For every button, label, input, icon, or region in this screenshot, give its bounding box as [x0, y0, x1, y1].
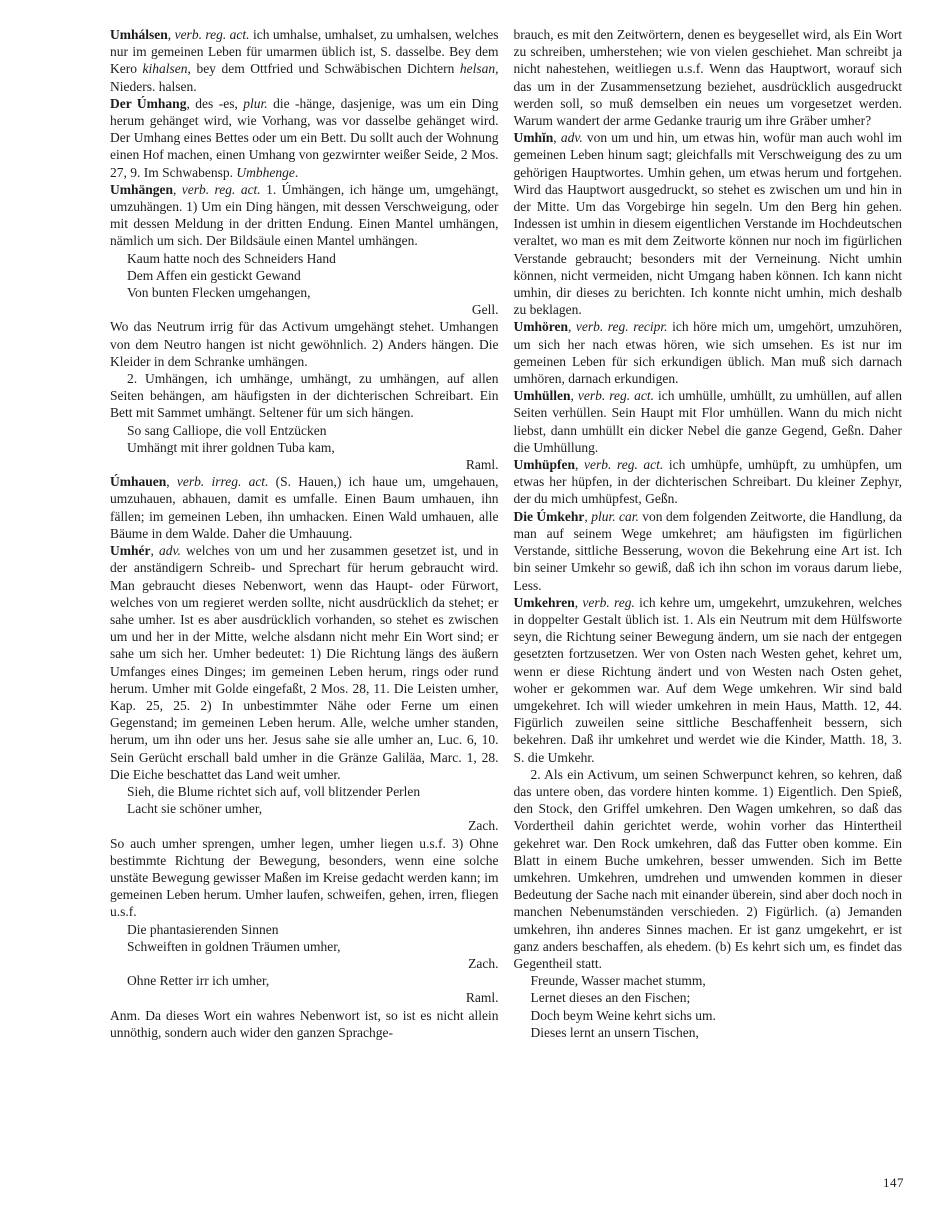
verse-block: [127, 783, 499, 817]
headword: Die Úmkehr: [513, 508, 585, 524]
dictionary-entry: [514, 387, 903, 456]
grammar-label: verb. reg. recipr.: [575, 319, 668, 335]
dictionary-entry: [514, 508, 903, 594]
text-run: ,: [568, 319, 576, 335]
text-run: ,: [173, 181, 182, 197]
verse-line: Doch beym Weine kehrt sichs um.: [530, 1007, 716, 1023]
grammar-label: plur.: [243, 95, 268, 111]
text-run: 2. Umhängen, ich umhänge, umhängt, zu umhängen, auf allen Seiten behängen, am häufigsten in der dichterischen Schreibart. Ein Bett mit Sammet umhängt. Seltener für um sich hängen.: [110, 371, 499, 421]
text-run: ,: [553, 130, 561, 146]
text-run: ich umhalse, umhalset, zu umhalsen, welches nur im gemeinen Leben für umarmen üblich ist, S. dasselbe. Bey dem Kero: [110, 27, 499, 77]
grammar-label: helsan: [459, 61, 496, 77]
text-run: , des -es,: [186, 95, 244, 111]
headword: Umhĭn: [513, 130, 554, 146]
grammar-label: verb. reg. act.: [577, 388, 654, 404]
grammar-label: plur. car.: [591, 508, 639, 524]
grammar-label: kihalsen: [142, 61, 188, 77]
text-run: von dem folgenden Zeitworte, die Handlung, da man auf seinem Wege umkehret; am häufigsten im figürlichen Verstande, sittliche Besserung, wovon die Bekehrung eine Art ist. Ich bin seiner Umkehr so gewiß, daß ich ihn schon im voraus darum liebe, Less.: [513, 508, 902, 593]
verse-attribution: [110, 301, 499, 318]
text-run: welches von um und her zusammen gesetzet ist, und in der anständigern Schreib- und Sprechart für herum gebraucht wird. Man gebraucht dieses Nebenwort, wenn das Haupt- oder Fürwort, welches von um regieret werden sollte, nicht ausdrücklich da stehet; er sahe umher. Ist es aber ausdrücklich vorhanden, so stehet es zwischen um und her in der Mitte, welche alsdann nicht mehr Ein Wort sind; er sahe um sich her. Umher bedeutet: 1) Die Richtung längs des äußern Umfanges eines Dinges; im gemeinen Leben herum, rings oder rund herum. Umher mit Golde eingefaßt, 2 Mos. 28, 11. Die Leisten umher, Kap. 25, 25. 2) In unbestimmter Nähe oder Ferne um einen Gegenstand; im gemeinen Leben herum. Alle, welche umher standen, herum, um ihn oder uns her. Jesus sahe sie alle umher an, Luc. 6, 10. Sein Gerücht erschall bald umher in die Gränze Galiläa, Marc. 1, 28. Die Eiche beschattet das Land weit umher.: [110, 543, 499, 782]
verse-block: [127, 972, 499, 989]
text-run: ,: [570, 388, 578, 404]
headword: Úmhauen: [110, 474, 167, 490]
dictionary-entry: [110, 542, 499, 783]
dictionary-entry: [514, 129, 903, 318]
grammar-label: verb. reg.: [582, 594, 635, 610]
verse-block: [127, 250, 499, 302]
text-run: 1. Úmhängen, ich hänge um, umgehängt, umzuhängen. 1) Um ein Ding hängen, mit dessen Verschweigung, oder mit dessen Meldung in der dritten Endung. Einen Mantel umhängen, nämlich um sich. Der Bildsäule einen Mantel umhängen.: [110, 181, 499, 249]
text-run: ,: [575, 457, 584, 473]
paragraph: [514, 26, 903, 129]
headword: Umhüllen: [513, 388, 571, 404]
paragraph: [514, 766, 903, 972]
headword: Umhér: [110, 543, 151, 559]
verse-line: Lernet dieses an den Fischen;: [530, 990, 691, 1006]
text-run: ,: [574, 594, 583, 610]
text-run: , bey dem Ottfried und Schwäbischen Dichtern: [187, 61, 460, 77]
verse-line: Umhängt mit ihrer goldnen Tuba kam,: [127, 439, 335, 455]
verse-attribution: [110, 989, 499, 1006]
headword: Umhören: [513, 319, 569, 335]
text-run: Anm. Da dieses Wort ein wahres Nebenwort ist, so ist es nicht allein unnöthig, sondern auch wider den ganzen Sprachge-: [110, 1007, 499, 1040]
dictionary-entry: [514, 594, 903, 766]
page-number: 147: [883, 1174, 904, 1190]
text-run: ich höre mich um, umgehört, umzuhören, um sich her nach etwas hören, wie sich umsehen. Es ist nur im gemeinen Leben für sich erkundigen üblich. Man muß sich darnach umhören, darnach erkundigen.: [513, 319, 902, 387]
headword: Der Úmhang: [110, 95, 187, 111]
verse-line: Lacht sie schöner umher,: [127, 801, 263, 817]
verse-line: Dem Affen ein gestickt Gewand: [127, 267, 301, 283]
text-column: [514, 26, 903, 1041]
text-run: Raml.: [465, 457, 499, 473]
verse-line: Dieses lernt an unsern Tischen,: [530, 1024, 699, 1040]
verse-line: Sieh, die Blume richtet sich auf, voll blitzender Perlen: [127, 783, 421, 799]
text-run: 2. Als ein Activum, um seinen Schwerpunct kehren, so kehren, daß das untere oben, das vordere hinten komme. 1) Eigentlich. Den Spieß, den Stock, den Griffel umkehren. Den Wagen umkehren, so daß das Vordertheil dahin gerichtet werde, wohin vorher das Hintertheil gekehret war. Den Rock umkehren, daß das Futter oben komme. Ein Blatt in einem Buche umkehren, besser umwenden. Sich im Bette umkehren. Umkehren, umdrehen und umwenden kommen in dieser Bedeutung der Sache nach mit einander überein, sind aber doch noch in manchen Nebenumständen verschieden. 2) Figürlich. (a) Jemanden umkehren, ihn anderes Sinnes machen. Er ist ganz umgekehrt, er ist ganz anders beschaffen, als ehedem. (b) Es kehrt sich um, es findet das Gegentheil statt.: [513, 766, 902, 971]
dictionary-entry: [110, 181, 499, 250]
grammar-label: Umbhenge: [236, 164, 295, 180]
verse-line: Kaum hatte noch des Schneiders Hand: [127, 250, 336, 266]
grammar-label: adv.: [560, 130, 583, 146]
text-run: Gell.: [471, 302, 499, 318]
text-run: Zach.: [468, 818, 499, 834]
verse-line: Die phantasierenden Sinnen: [127, 921, 279, 937]
verse-block: [531, 972, 903, 1041]
text-run: (S. Hauen,) ich haue um, umgehauen, umzuhauen, abhauen, damit es umfalle. Einen Baum umhauen, ihn fällen; im gemeinen Leben, ihn umhacken. Einen Wald umhauen, alle Bäume in dem Walde. Daher die Umhauung.: [110, 474, 499, 541]
text-run: brauch, es mit den Zeitwörtern, denen es beygesellet wird, als Ein Wort zu schreiben, umherstehen; wie von vielen geschiehet. Man schreibt ja nicht nahestehen, weitliegen u.s.f. Wenn das Hauptwort, worauf sich das um in der Zusammensetzung beziehet, ausdrücklich ausgedruckt werden soll, so muß demselben ein neues um vorgesetzet werden. Warum wandert der arme Gedanke traurig um ihre Gräber umher?: [513, 27, 902, 129]
text-run: ,: [584, 508, 592, 524]
grammar-label: verb. reg. act.: [584, 457, 664, 473]
verse-line: Freunde, Wasser machet stumm,: [530, 973, 706, 989]
paragraph: [110, 835, 499, 921]
grammar-label: verb. irreg. act.: [176, 474, 269, 490]
headword: Umhálsen: [110, 27, 168, 42]
verse-attribution: [110, 955, 499, 972]
text-columns: [110, 26, 902, 1041]
text-column: [110, 26, 499, 1041]
text-run: ich kehre um, umgekehrt, umzukehren, welches in doppelter Gestalt üblich ist. 1. Als ein Neutrum mit dem Hülfsworte seyn, die Richtung seiner Bewegung ändern, um sie nach der entgegen gesetzten fortzusetzen. Wer von Osten nach Westen gehet, kehret um, wenn er diese Richtung ändert und von Westen nach Osten gehet, woher er gekommen war. Auf dem Wege umkehren. Wir sind bald umgekehret. Ich will wieder umkehren in mein Haus, Matth. 12, 44. Figürlich zuweilen seine sittliche Beschaffenheit bessern, sich bekehren. Daß ihr umkehret und werdet wie die Kinder, Matth. 18, 3. S. die Umkehr.: [513, 594, 903, 765]
verse-line: So sang Calliope, die voll Entzücken: [127, 422, 327, 438]
text-run: die -hänge, dasjenige, was um ein Ding herum gehänget wird, wie Vorhang, was vor dasselbe gehänget wird. Der Umhang eines Bettes oder um ein Bett. Du sollt auch der Wohnung einen Hof machen, einen Umhang von gezwirnter weißer Seide, 2 Mos. 27, 9. Im Schwabensp.: [110, 95, 499, 180]
text-run: So auch umher sprengen, umher legen, umher liegen u.s.f. 3) Ohne bestimmte Richtung der Bewegung, besonders, wenn eine solche unstäte Bewegung gewisser Maßen im Kreise gedacht werden kann; im gemeinen Leben herum. Umher laufen, schweifen, gehen, irren, fliegen u.s.f.: [110, 835, 499, 920]
grammar-label: verb. reg. act.: [181, 181, 261, 197]
text-run: .: [294, 164, 299, 180]
dictionary-entry: [514, 456, 903, 508]
text-run: Wo das Neutrum irrig für das Activum umgehängt stehet. Umhangen von dem Neutro hangen ist nicht gewöhnlich. 2) Anders hängen. Die Kleider in dem Schranke umhängen.: [110, 319, 499, 369]
text-run: Raml.: [465, 990, 499, 1006]
verse-line: Ohne Retter irr ich umher,: [127, 973, 270, 989]
dictionary-entry: [110, 26, 499, 95]
verse-line: Schweiften in goldnen Träumen umher,: [127, 938, 341, 954]
text-run: ich umhülle, umhüllt, zu umhüllen, auf allen Seiten verhüllen. Sein Haupt mit Flor umhüllen. Wann du mich nicht liebst, dann umhüllt ein dicker Nebel die ganze Gegend, Geßn. Daher die Umhüllung.: [513, 388, 903, 455]
headword: Umhängen: [110, 181, 174, 197]
text-run: ,: [166, 474, 177, 490]
verse-block: [127, 422, 499, 456]
dictionary-entry: [110, 95, 499, 181]
text-run: ich umhüpfe, umhüpft, zu umhüpfen, um etwas her hüpfen, in der dichterischen Schreibart. Du kleiner Zephyr, der du mich umhüpfest, Geßn.: [513, 457, 903, 507]
verse-line: Von bunten Flecken umgehangen,: [127, 285, 311, 301]
paragraph: [110, 370, 499, 422]
dictionary-entry: [110, 473, 499, 542]
grammar-label: adv.: [158, 543, 181, 559]
text-run: von um und hin, um etwas hin, wofür man auch wohl im gemeinen Leben hinum sagt; gleichfalls mit Verschweigung des zu um gehörigen Hauptwortes. Umhin gehen, um etwas herum und fortgehen. Wird das Hauptwort ausgedruckt, so stehet es zwischen um und hin in der Mitte. Um das Vorgebirge hin segeln. Um den Berg hin gehen. Indessen ist umhin in diesem eigentlichen Verstande im Hochdeutschen veraltet, wo man es mit dem Zeitworte können nur noch im figürlichen Verstande gebraucht; besonders mit der Verneinung. Nicht umhin können, nicht vermeiden, nicht Umgang haben können. Ich kann nicht umhin, dir dieses zu berichten. Ich konnte nicht umhin, mich deshalb zu beklagen.: [513, 130, 903, 318]
headword: Umkehren: [513, 594, 575, 610]
verse-block: [127, 921, 499, 955]
paragraph: [110, 318, 499, 370]
verse-attribution: [110, 817, 499, 834]
text-run: ,: [150, 543, 159, 559]
text-run: Zach.: [468, 955, 499, 971]
text-run: , Nieders. halsen.: [110, 61, 499, 94]
headword: Umhüpfen: [513, 457, 576, 473]
verse-attribution: [110, 456, 499, 473]
text-run: ,: [167, 27, 175, 42]
grammar-label: verb. reg. act.: [174, 27, 250, 42]
dictionary-entry: [514, 318, 903, 387]
paragraph: [110, 1007, 499, 1041]
